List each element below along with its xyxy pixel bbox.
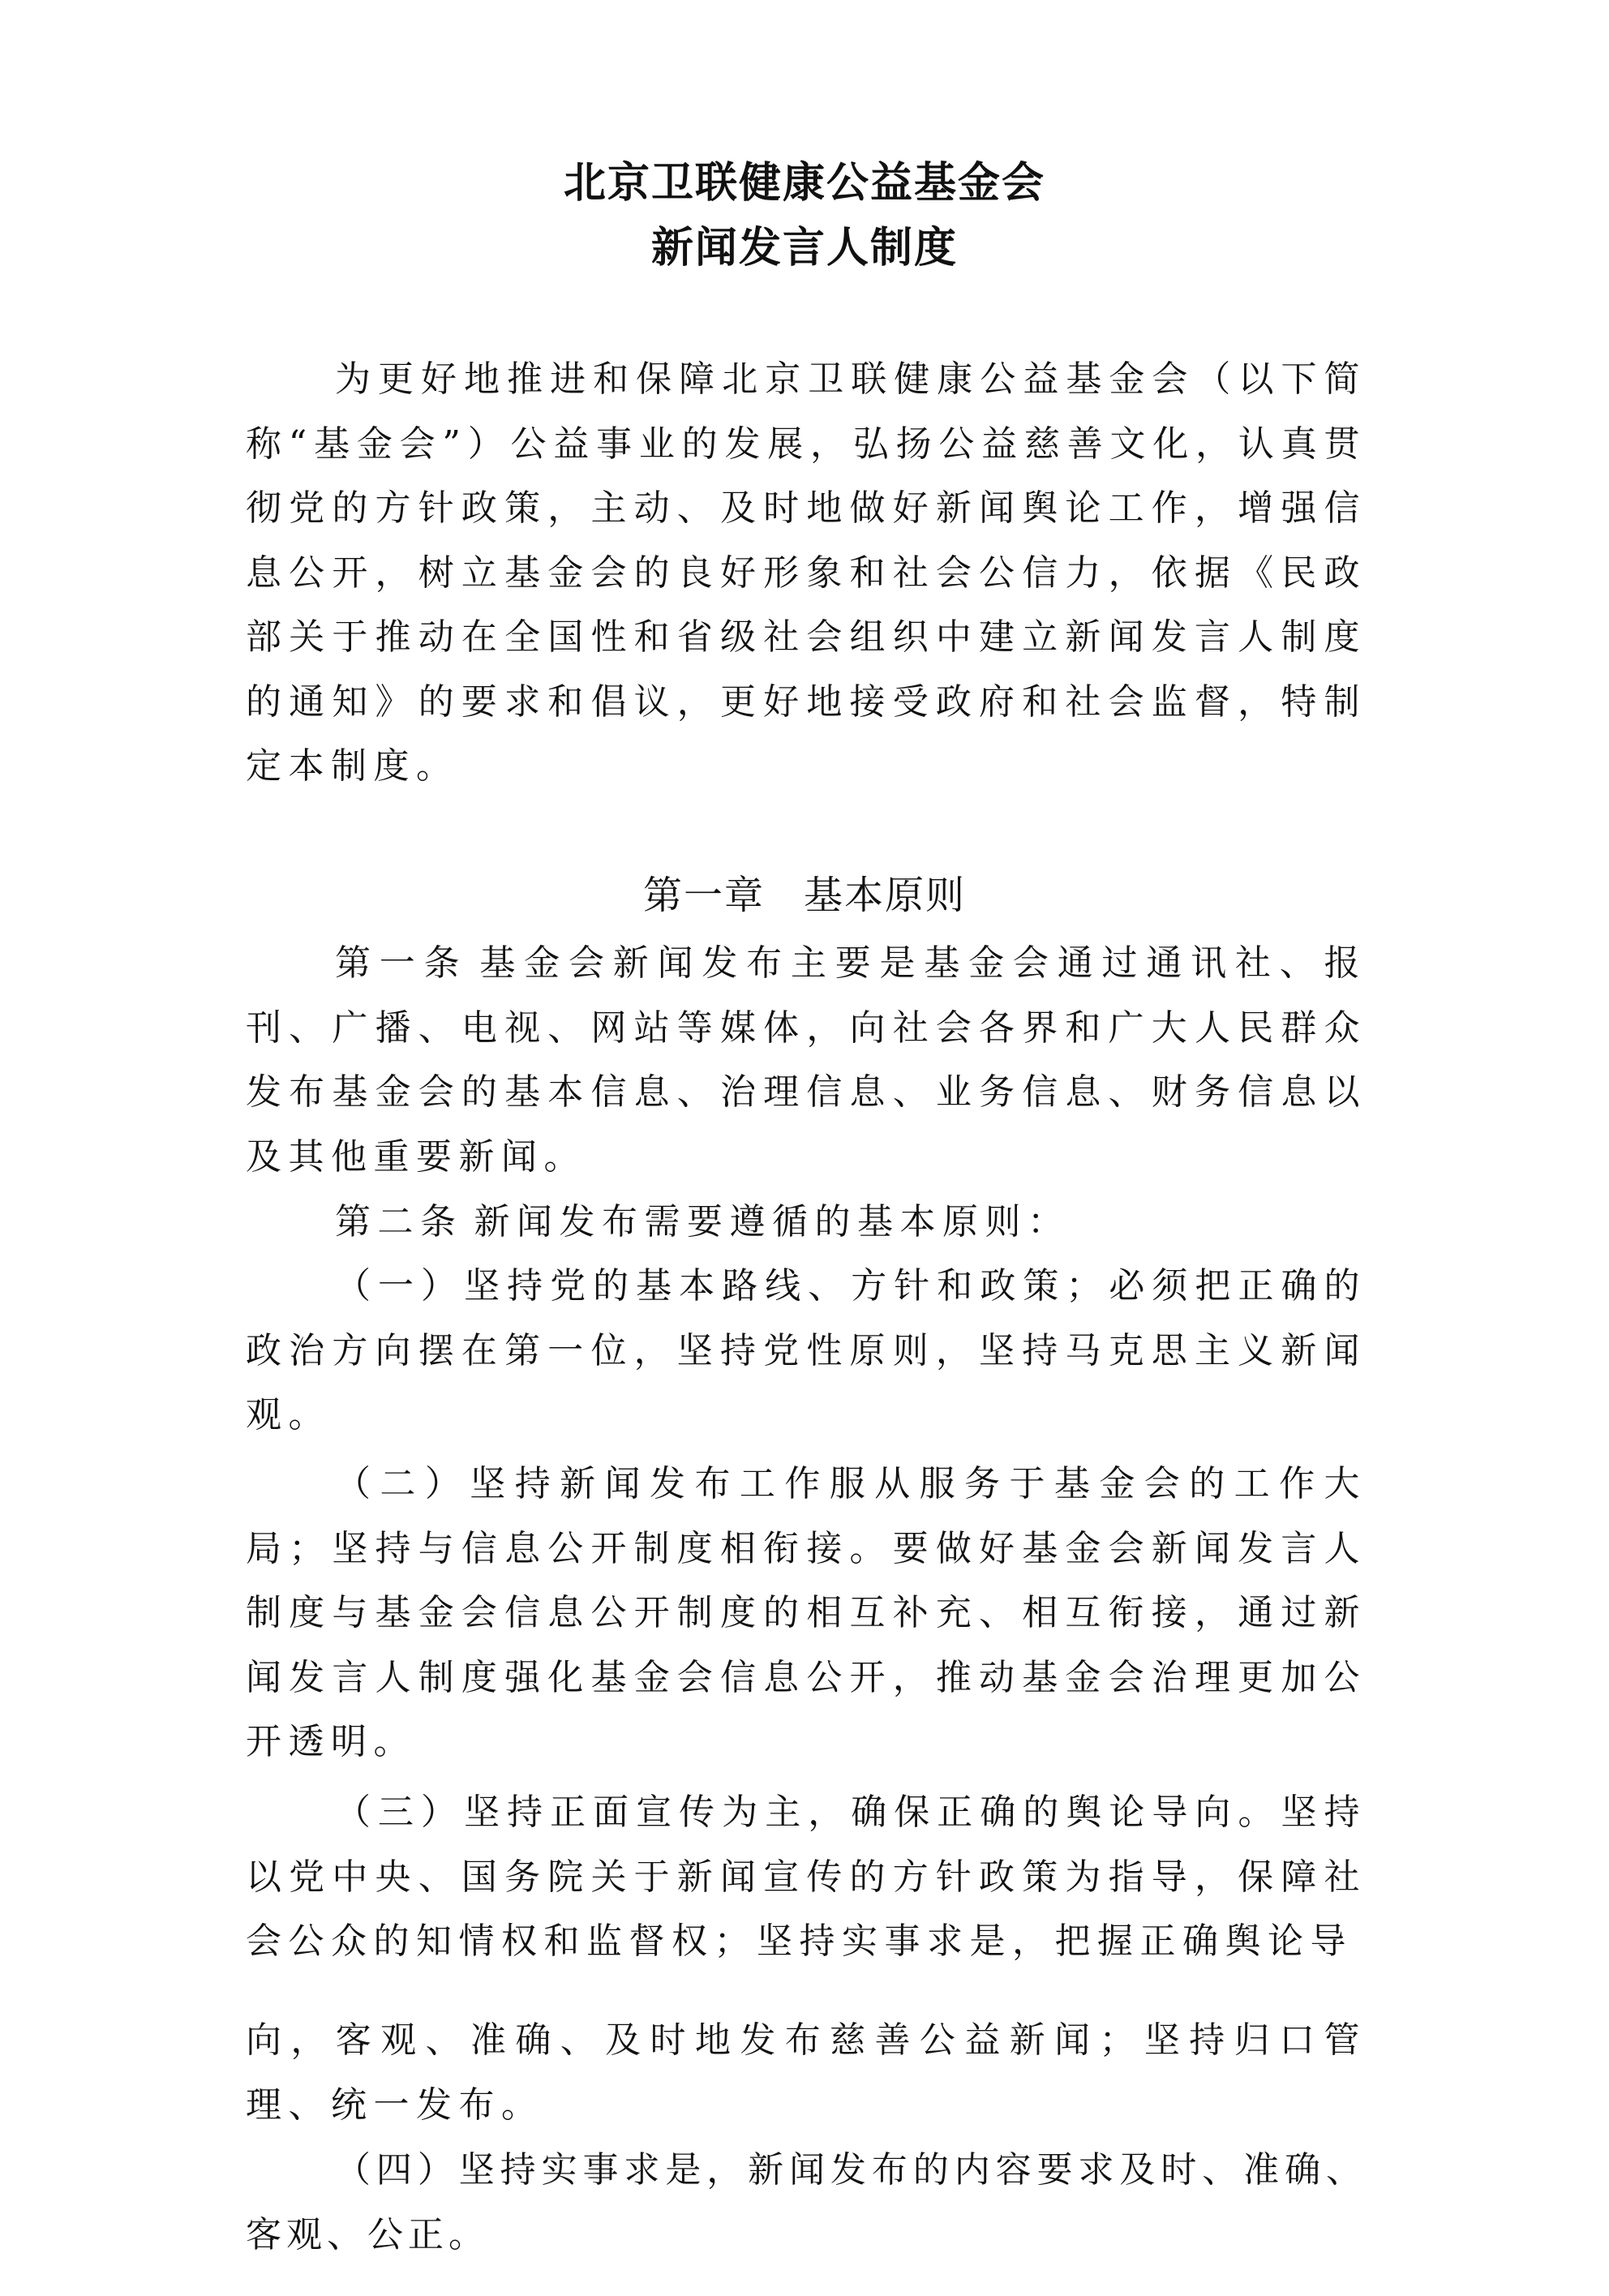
article-2-label: 第二条 [335,1201,463,1242]
document-title-line-1: 北京卫联健康公益基金会 [563,158,1045,208]
chapter-number: 第一章 [642,873,765,918]
preamble-paragraph: 为更好地推进和保障北京卫联健康公益基金会（以下简称“基金会”）公益事业的发展，弘扬公益慈善文化，认真贯彻党的方针政策，主动、及时地做好新闻舆论工作，增强信息公开，树立基金会的良好形象和社会公信力，依据《民政部关于推动在全国性和省级社会组织中建立新闻发言人制度的通知》的要求和倡议，更好地接受政府和社会监督，特制定本制度。 [246,358,1367,787]
principle-item-2: （二）坚持新闻发布工作服从服务于基金会的工作大局；坚持与信息公开制度相衔接。要做好基金会新闻发言人制度与基金会信息公开制度的相互补充、相互衔接，通过新闻发言人制度强化基金会信息公开，推动基金会治理更加公开透明。 [246,1463,1367,1762]
principle-item-4: （四）坚持实事求是，新闻发布的内容要求及时、准确、客观、公正。 [246,2149,1367,2255]
article-1-text: 基金会新闻发布主要是基金会通过通讯社、报刊、广播、电视、网站等媒体，向社会各界和广大人民群众发布基金会的基本信息、治理信息、业务信息、财务信息以及其他重要新闻。 [246,942,1367,1178]
article-2-text: 新闻发布需要遵循的基本原则： [474,1201,1071,1242]
principle-item-3-part-1: （三）坚持正面宣传为主，确保正确的舆论导向。坚持以党中央、国务院关于新闻宣传的方针政策为指导，保障社会公众的知情权和监督权；坚持实事求是，把握正确舆论导 [246,1792,1367,1962]
document-title-line-2: 新闻发言人制度 [650,223,958,273]
article-1 [246,931,1367,1189]
principle-item-1: （一）坚持党的基本路线、方针和政策；必须把正确的政治方向摆在第一位，坚持党性原则，坚持马克思主义新闻观。 [246,1265,1367,1436]
article-1-label: 第一条 [335,942,469,984]
chapter-title: 基本原则 [804,873,967,918]
principle-item-3-part-2: 向，客观、准确、及时地发布慈善公益新闻；坚持归口管理、统一发布。 [246,2019,1367,2126]
chapter-heading [0,871,1609,920]
article-2 [246,1190,1367,1255]
